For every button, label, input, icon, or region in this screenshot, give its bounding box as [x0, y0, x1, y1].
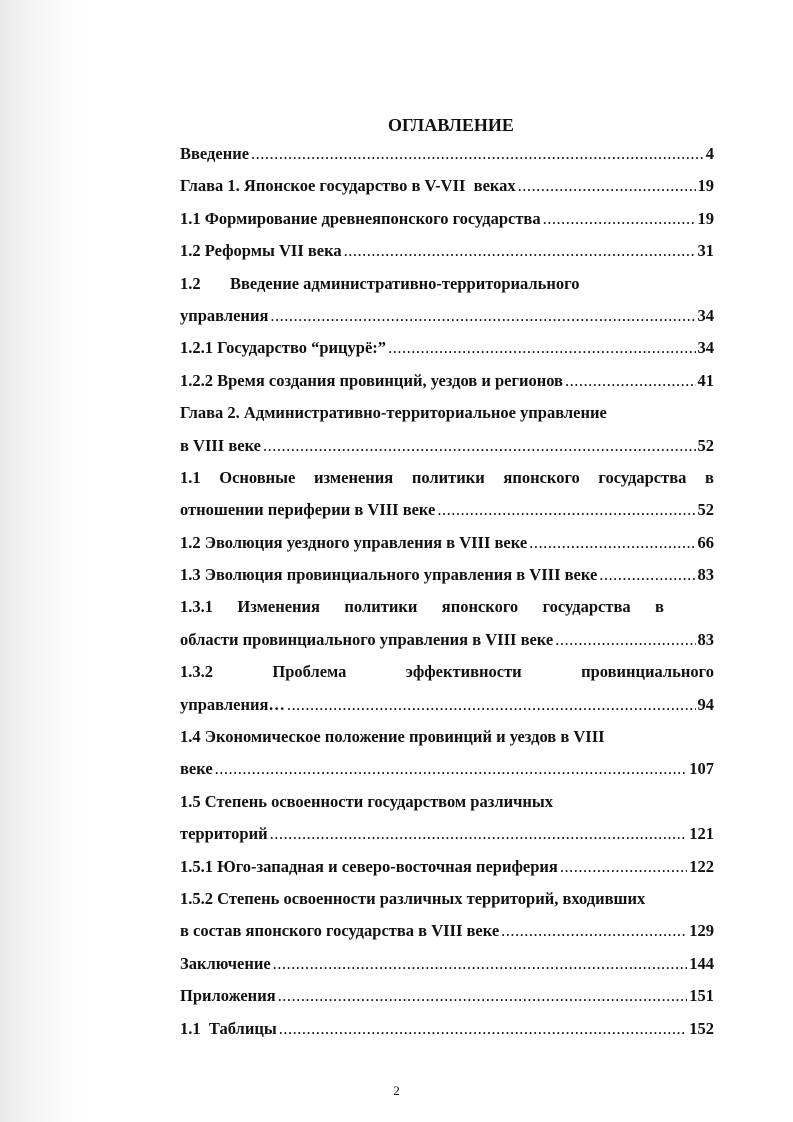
toc-entry-text: отношении периферии в VIII веке	[180, 500, 436, 520]
toc-entry-text: 1.5.2 Степень освоенности различных территорий, входивших	[180, 888, 646, 908]
dot-leader	[388, 332, 695, 364]
toc-entry-page: 83	[697, 629, 714, 649]
toc-entry	[180, 656, 714, 688]
toc-entry	[180, 786, 714, 818]
page-number: 2	[393, 1083, 400, 1098]
toc-entry-text: в состав японского государства в VIII веке	[180, 921, 500, 941]
toc-entry-page: 52	[697, 435, 714, 455]
toc-entry	[180, 170, 714, 202]
toc-entry-text: Заключение	[180, 953, 271, 973]
toc-entry-text: в VIII веке	[180, 435, 261, 455]
toc-word: политики	[344, 597, 418, 617]
toc-word: японского	[503, 467, 580, 487]
toc-entry-page: 41	[697, 370, 714, 390]
toc-word: 1.1	[180, 467, 201, 487]
toc-word: в	[705, 467, 714, 487]
toc-entry-text: области провинциального управления в VIII веке	[180, 629, 554, 649]
toc-entry-page: 129	[689, 921, 714, 941]
toc-entry-page: 19	[697, 208, 714, 228]
toc-entry	[180, 591, 714, 623]
toc-entry-text: 1.1 Таблицы	[180, 1018, 277, 1038]
toc-entry	[180, 203, 714, 235]
toc-entry-text: 1.2 Эволюция уездного управления в VIII веке	[180, 532, 528, 552]
dot-leader	[555, 624, 695, 656]
toc-entry	[180, 948, 714, 980]
toc-entry	[180, 138, 714, 170]
dot-leader	[279, 1013, 688, 1045]
toc-entry	[180, 883, 714, 915]
toc-entry-text	[180, 268, 580, 300]
toc-entry-continuation	[180, 624, 714, 656]
dot-leader	[560, 851, 687, 883]
dot-leader	[278, 980, 688, 1012]
toc-entry-continuation	[180, 494, 714, 526]
toc-entry-text: 1.4 Экономическое положение провинций и уездов в VIII	[180, 727, 605, 747]
toc-entry-page: 19	[697, 176, 714, 196]
toc-entry	[180, 527, 714, 559]
toc-word: японского	[441, 597, 519, 617]
toc-entry	[180, 235, 714, 267]
toc-entry	[180, 851, 714, 883]
dot-leader	[270, 300, 695, 332]
dot-leader	[543, 203, 696, 235]
dot-leader	[501, 915, 687, 947]
toc-entry-page: 52	[697, 500, 714, 520]
toc-entry-page: 151	[689, 986, 714, 1006]
toc-entry-text: территорий	[180, 824, 268, 844]
toc-entry	[180, 332, 714, 364]
toc-word: Изменения	[237, 597, 320, 617]
toc-entry-text: Введение	[180, 144, 250, 163]
dot-leader	[344, 235, 696, 267]
dot-leader	[437, 494, 695, 526]
toc-word: провинциального	[581, 662, 714, 682]
toc-entry-page: 34	[697, 338, 714, 358]
toc-word: государства	[598, 467, 687, 487]
toc-entry-text: 1.2.1 Государство “рицурё:”	[180, 338, 387, 358]
dot-leader	[215, 753, 688, 785]
toc-entry	[180, 397, 714, 429]
toc-entry-page: 152	[689, 1018, 714, 1038]
toc-entry-heading: Введение административно-территориального	[230, 273, 580, 293]
toc-entry-continuation	[180, 689, 714, 721]
table-of-contents	[180, 112, 714, 1045]
toc-word: изменения	[313, 467, 394, 487]
toc-entry-text: 1.3 Эволюция провинциального управления в VIII веке	[180, 565, 598, 585]
toc-entry-text: Глава 2. Административно-территориальное управление	[180, 403, 607, 423]
toc-entry-page: 66	[697, 532, 714, 552]
toc-entry	[180, 365, 714, 397]
toc-entry-continuation	[180, 300, 714, 332]
toc-entry-continuation	[180, 915, 714, 947]
toc-entry-continuation	[180, 818, 714, 850]
toc-entry-text: 1.1 Формирование древнеяпонского государства	[180, 208, 541, 228]
toc-entry-text: Глава 1. Японское государство в V-VII веках	[180, 176, 516, 196]
dot-leader	[529, 527, 695, 559]
toc-title: ОГЛАВЛЕНИЕ	[388, 115, 514, 135]
toc-word: Проблема	[272, 662, 347, 682]
toc-entry-text: 1.2 Реформы VII века	[180, 241, 342, 261]
dot-leader	[270, 818, 688, 850]
toc-entry-text: управления…	[180, 694, 285, 714]
dot-leader	[565, 365, 696, 397]
dot-leader	[263, 430, 696, 462]
dot-leader	[273, 948, 688, 980]
toc-entry	[180, 980, 714, 1012]
toc-word: 1.3.1	[180, 597, 213, 617]
toc-word: государства	[542, 597, 631, 617]
toc-entry-number: 1.2	[180, 273, 201, 293]
toc-entry-page: 4	[705, 144, 714, 163]
toc-entry	[180, 1013, 714, 1045]
toc-entry	[180, 462, 714, 494]
dot-leader	[251, 138, 704, 170]
dot-leader	[287, 689, 696, 721]
toc-entry-text: 1.5 Степень освоенности государством различных	[180, 791, 554, 811]
toc-entry-continuation	[180, 430, 714, 462]
toc-entry-page: 94	[697, 694, 714, 714]
toc-entry-page: 83	[697, 565, 714, 585]
toc-word: 1.3.2	[180, 662, 213, 682]
dot-leader	[599, 559, 695, 591]
toc-word: в	[655, 597, 664, 617]
dot-leader	[518, 170, 696, 202]
toc-entry-text: веке	[180, 759, 213, 779]
scan-edge-shadow	[0, 0, 88, 1122]
toc-entry	[180, 559, 714, 591]
toc-entry	[180, 721, 714, 753]
toc-word: Основные	[219, 467, 296, 487]
toc-entry-continuation	[180, 753, 714, 785]
toc-entry-page: 121	[689, 824, 714, 844]
toc-entry-page: 107	[689, 759, 714, 779]
toc-entry-text: 1.5.1 Юго-западная и северо-восточная периферия	[180, 856, 558, 876]
toc-entry-page: 122	[689, 856, 714, 876]
toc-entry-text: управления	[180, 305, 269, 325]
toc-entry-page: 31	[697, 241, 714, 261]
toc-entry-page: 144	[689, 953, 714, 973]
toc-entry-page: 34	[697, 305, 714, 325]
toc-entry-text: Приложения	[180, 986, 276, 1006]
toc-word: политики	[411, 467, 485, 487]
toc-entry-text: 1.2.2 Время создания провинций, уездов и регионов	[180, 370, 563, 390]
toc-word: эффективности	[405, 662, 522, 682]
toc-entry	[180, 268, 714, 300]
